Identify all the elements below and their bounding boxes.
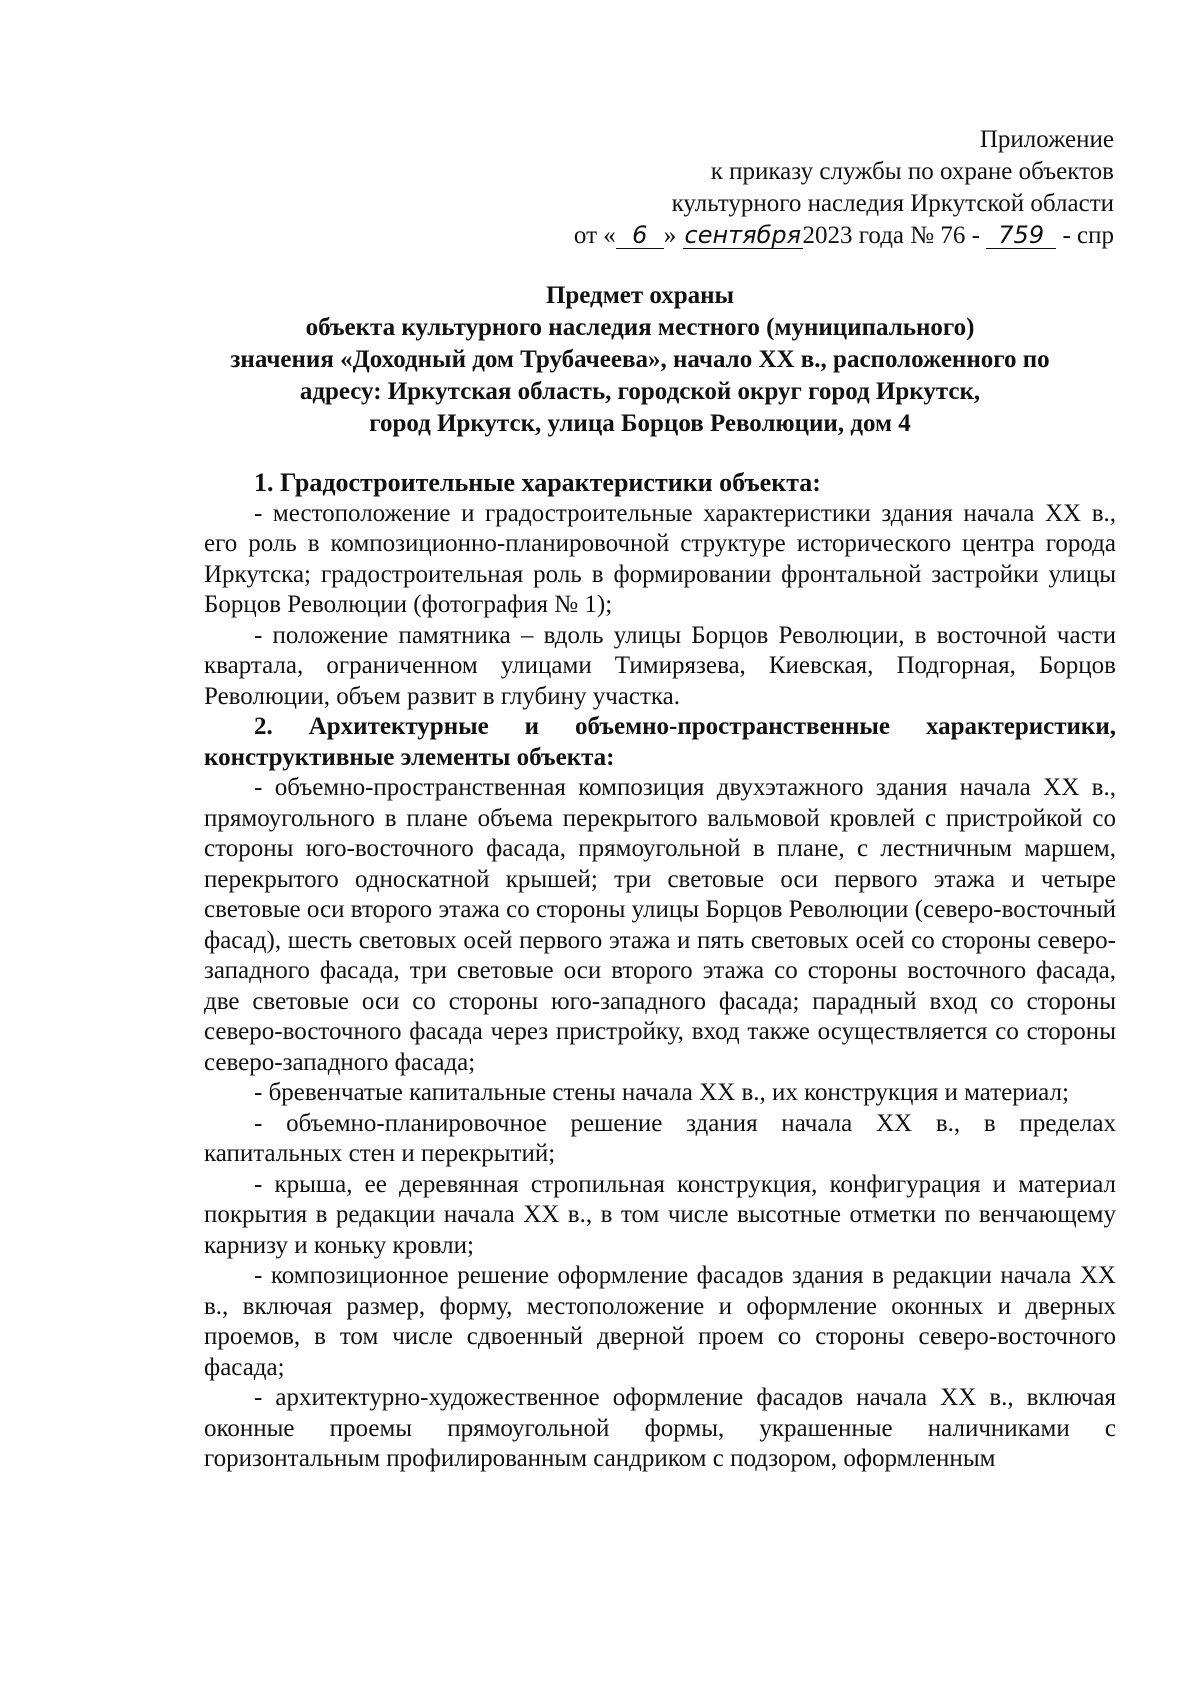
appendix-header	[414, 124, 1114, 252]
title-line-3: значения «Доходный дом Трубачеева», начало XX в., расположенного по	[230, 346, 1050, 373]
paragraph-roof: - крыша, ее деревянная стропильная конструкция, конфигурация и материал покрытия в редакции начала XX в., в том числе высотные отметки по венчающему карнизу и коньку кровли;	[204, 1170, 1116, 1259]
title-line-4: адресу: Иркутская область, городской округ город Иркутск,	[299, 378, 981, 405]
handwritten-order-number: 759	[986, 222, 1056, 249]
document-body	[204, 468, 1116, 1475]
appendix-date-line	[414, 220, 1114, 252]
title-line-1: Предмет охраны	[545, 282, 735, 309]
paragraph-planning: - объемно-планировочное решение здания начала XX в., в пределах капитальных стен и перекрытий;	[204, 1109, 1116, 1167]
paragraph-facades: - композиционное решение оформление фасадов здания в редакции начала XX в., включая размер, форму, местоположение и оформление оконных и дверных проемов, в том числе сдвоенный дверной проем со стороны северо-восточного фасада;	[204, 1262, 1116, 1381]
paragraph-composition: - объемно-пространственная композиция двухэтажного здания начала XX в., прямоугольного в плане объема перекрытого вальмовой кровлей с пристройкой со стороны юго-восточного фасада, прямоугольной в плане, с лестничным маршем, перекрытого односкатной крышей; три световые оси первого этажа и четыре световые оси второго этажа со стороны улицы Борцов Революции (северо-восточный фасад), шесть световых осей первого этажа и пять световых осей со стороны северо-западного фасада, три световые оси второго этажа со стороны восточного фасада, две световые оси со стороны юго-западного фасада; парадный вход со стороны северо-восточного фасада через пристройку, вход также осуществляется со стороны северо-западного фасада;	[204, 774, 1116, 1076]
section-1-heading: 1. Градостроительные характеристики объекта:	[254, 468, 821, 497]
order-year-text: 2023 года № 76 -	[802, 222, 980, 249]
handwritten-month: сентября	[684, 221, 802, 249]
title-line-5: город Иркутск, улица Борцов Революции, дом 4	[369, 410, 911, 437]
appendix-order-line: к приказу службы по охране объектов	[710, 158, 1114, 185]
handwritten-day: 6	[616, 222, 664, 249]
appendix-title: Приложение	[979, 126, 1114, 153]
paragraph-decoration: - архитектурно-художественное оформление фасадов начала XX в., включая оконные проемы прямоугольной формы, украшенные наличниками с горизонтальным профилированным сандриком с подзором, оформленным	[204, 1384, 1116, 1472]
date-mid: »	[663, 222, 677, 249]
title-line-2: объекта культурного наследия местного (муниципального)	[305, 314, 975, 341]
paragraph-walls: - бревенчатые капитальные стены начала XX в., их конструкция и материал;	[254, 1079, 1069, 1106]
paragraph-position: - положение памятника – вдоль улицы Борцов Революции, в восточной части квартала, ограниченном улицами Тимирязева, Киевская, Подгорная, Борцов Революции, объем развит в глубину участка.	[204, 621, 1116, 710]
appendix-service-line: культурного наследия Иркутской области	[671, 190, 1114, 217]
date-prefix: от «	[573, 222, 616, 249]
section-2-heading: 2. Архитектурные и объемно-пространственные характеристики, конструктивные элементы объекта:	[204, 713, 1116, 771]
order-suffix: - спр	[1062, 222, 1114, 249]
document-title	[150, 280, 1130, 440]
paragraph-location: - местоположение и градостроительные характеристики здания начала XX в., его роль в композиционно-планировочной структуре исторического центра города Иркутска; градостроительная роль в формировании фронтальной застройки улицы Борцов Революции (фотография № 1);	[204, 499, 1116, 618]
